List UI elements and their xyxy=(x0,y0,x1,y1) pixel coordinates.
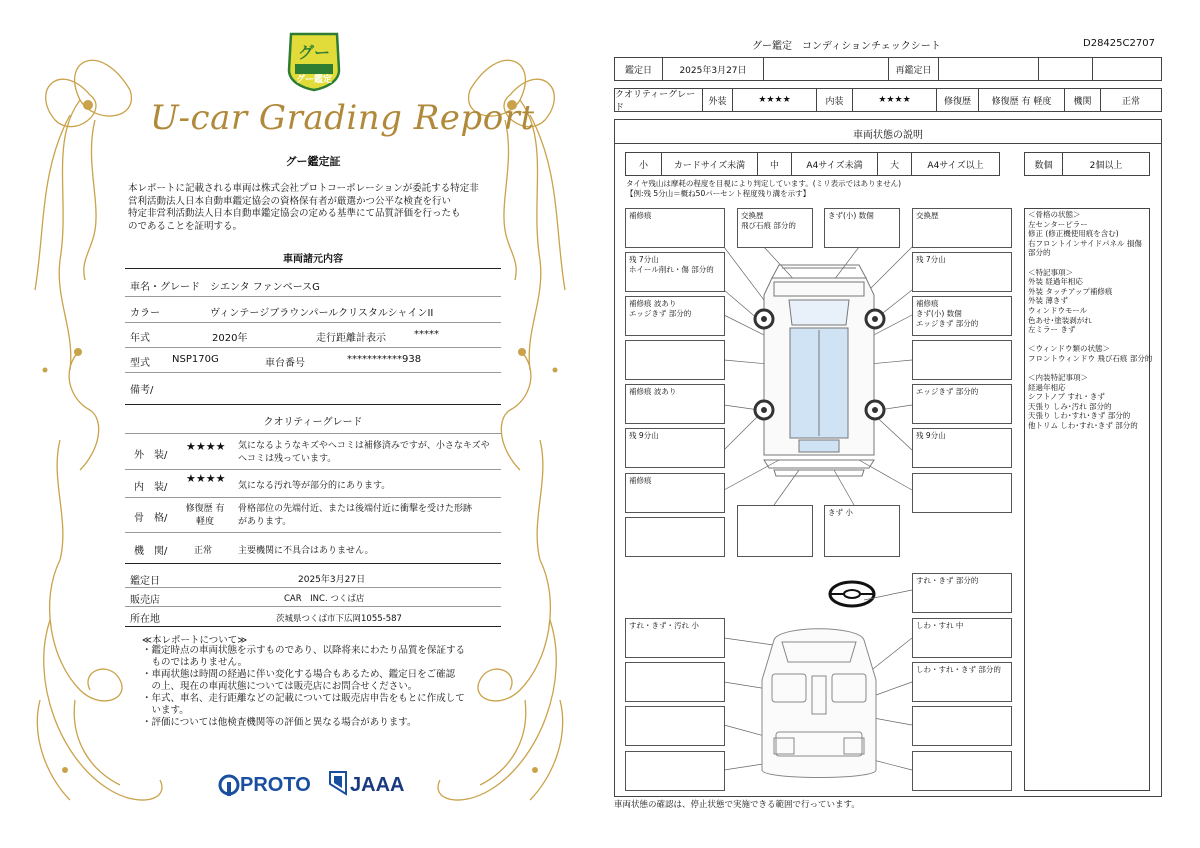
certificate-intro: 本レポートに記載される車両は株式会社プロトコーポレーションが委託する特定非 営利活動法人日本自動車鑑定協会の資格保有者が厳選かつ公平な検査を行い 特定非営利活動法人日本自動車鑑定協会の定める基準にて品質評価を行ったも のであることを証明する。 xyxy=(128,183,479,232)
quality-grade-label: クオリティーグレード xyxy=(615,89,703,111)
damage-box-right-1: 交換歴 xyxy=(912,208,1012,248)
frame-rating: 修復歴 有 軽度 xyxy=(185,504,225,527)
damage-box-left-5: 補修痕 波あり xyxy=(625,384,725,424)
exterior-label: 外 装/ xyxy=(134,450,168,461)
damage-box-top-1: 交換歴 飛び石痕 部分的 xyxy=(737,208,813,248)
damage-box-bottom-1 xyxy=(737,505,813,557)
damage-box-left-8 xyxy=(625,517,725,557)
damage-box-right-4 xyxy=(912,340,1012,380)
svg-text:グー: グー xyxy=(297,43,331,62)
address-label: 所在地 xyxy=(130,614,160,625)
interior-box-left-4 xyxy=(625,751,725,791)
mileage-value: ***** xyxy=(414,329,439,340)
exterior-desc: 気になるようなキズやヘコミは補修済みですが、小さなキズや ヘコミは残っています。 xyxy=(238,441,490,464)
notes-list: ・鑑定時点の車両状態を示すものであり、以降将来にわたり品質を保証する ものではありません。 ・車両状態は時間の経過に伴い変化する場合もあるため、鑑定日をご確認 の上、現在の車両状態については販売店にお問合せください。 ・年式、車名、走行距離などの記載については販売店申告をもとに作成して います。 ・評価については他検査機関等の評価と異なる場合があります。 xyxy=(142,645,466,728)
exterior-rating: ★★★★ xyxy=(186,440,226,453)
repair-value-r: 修復歴 有 軽度 xyxy=(979,89,1065,111)
interior-label-r: 内装 xyxy=(817,89,853,111)
frame-label: 骨 格/ xyxy=(134,513,168,524)
damage-box-left-3: 補修痕 波あり エッジきず 部分的 xyxy=(625,296,725,336)
logo-text: グー鑑定 xyxy=(295,75,332,85)
tire-note: タイヤ残山は摩耗の程度を目視により判定しています。(ミリ表示ではありません) 【例:残 5分山＝概ね50パーセント程度残り溝を示す】 xyxy=(626,179,902,198)
exterior-label-r: 外装 xyxy=(703,89,733,111)
model-value: NSP170G xyxy=(172,354,219,365)
report-title: U-car Grading Report xyxy=(150,98,535,138)
interior-box-right-1: すれ・きず 部分的 xyxy=(912,573,1012,613)
spec-section-title: 車両諸元内容 xyxy=(283,254,343,265)
sheet-title: グー鑑定 コンディションチェックシート xyxy=(752,41,941,52)
repair-label-r: 修復歴 xyxy=(937,89,979,111)
engine-desc: 主要機関に不具合はありません。 xyxy=(238,546,374,556)
engine-label: 機 関/ xyxy=(134,546,168,557)
interior-desc: 気になる汚れ等が部分的にあります。 xyxy=(238,481,391,491)
date-label: 鑑定日 xyxy=(615,58,663,80)
interior-box-right-3: しわ・すれ・きず 部分的 xyxy=(912,662,1012,702)
damage-box-right-3: 補修痕 きず(小) 数個 エッジきず 部分的 xyxy=(912,296,1012,336)
year-label: 年式 xyxy=(130,333,150,344)
interior-box-left-3 xyxy=(625,706,725,746)
year-value: 2020年 xyxy=(212,333,248,344)
appraisal-date-label: 鑑定日 xyxy=(130,576,160,587)
address-value: 茨城県つくば市下広岡1055-587 xyxy=(276,614,402,624)
reappraisal-label: 再鑑定日 xyxy=(889,58,939,80)
damage-box-right-6: 残 9分山 xyxy=(912,428,1012,468)
notes-title: ≪本レポートについて≫ xyxy=(142,635,248,646)
engine-rating: 正常 xyxy=(194,546,213,556)
damage-box-right-5: エッジきず 部分的 xyxy=(912,384,1012,424)
damage-box-left-4 xyxy=(625,340,725,380)
jaaa-logo-icon xyxy=(328,770,348,796)
dealer-value: CAR INC. つくば店 xyxy=(284,594,365,604)
remarks-label: 備考/ xyxy=(130,385,154,396)
count-legend: 数個 2個以上 xyxy=(1024,152,1150,176)
chassis-label: 車台番号 xyxy=(265,358,305,369)
exterior-rating-r: ★★★★ xyxy=(733,89,817,111)
interior-box-right-5 xyxy=(912,751,1012,791)
mileage-label: 走行距離計表示 xyxy=(316,333,386,344)
damage-box-left-1: 補修痕 xyxy=(625,208,725,248)
color-label: カラー xyxy=(130,308,160,319)
date-row xyxy=(614,57,1162,81)
document-id: D28425C2707 xyxy=(1083,38,1155,49)
interior-label: 内 装/ xyxy=(134,482,168,493)
grade-label: 車名・グレード xyxy=(130,282,200,293)
section-title: 車両状態の説明 xyxy=(853,130,923,141)
damage-box-left-2: 残 7分山 ホイール削れ・傷 部分的 xyxy=(625,252,725,292)
damage-box-left-6: 残 9分山 xyxy=(625,428,725,468)
interior-box-right-4 xyxy=(912,706,1012,746)
date-value: 2025年3月27日 xyxy=(663,58,764,80)
interior-rating-r: ★★★★ xyxy=(853,89,937,111)
frame-desc: 骨格部位の先端付近、または後端付近に衝撃を受けた形跡 があります。 xyxy=(238,504,473,527)
grade-value: シエンタ ファンベースG xyxy=(210,282,320,293)
model-label: 型式 xyxy=(130,358,150,369)
engine-value-r: 正常 xyxy=(1121,96,1140,107)
grade-row xyxy=(614,88,1162,112)
certificate-title: グー鑑定証 xyxy=(285,155,341,168)
size-legend: 小 カードサイズ未満 中 A4サイズ未満 大 A4サイズ以上 xyxy=(625,152,1000,176)
interior-box-left-1: すれ・きず・汚れ 小 xyxy=(625,618,725,658)
interior-box-left-2 xyxy=(625,662,725,702)
engine-label-r: 機関 xyxy=(1065,89,1101,111)
proto-logo-text: PROTO xyxy=(240,774,311,796)
proto-logo-icon xyxy=(218,774,240,796)
damage-box-right-2: 残 7分山 xyxy=(912,252,1012,292)
damage-box-right-7 xyxy=(912,473,1012,513)
footer-note: 車両状態の確認は、停止状態で実施できる範囲で行っています。 xyxy=(614,800,860,810)
quality-section-title: クオリティーグレード xyxy=(263,417,363,428)
side-notes: ＜骨格の状態＞ 左センターピラー 修正 (修正機使用痕を含む) 右フロントインサイドパネル 損傷 部分的 ＜特記事項＞ 外装 経過年相応 外装 タッチアップ補修痕 外装 薄きず ウィンドウモール 色あせ･塗装剥がれ 左ミラー きず ＜ウィンドウ類の状態＞ フロントウィンドウ 飛び石痕 部分的 ＜内装特記事項＞ 経過年相応 シフトノブ すれ・きず 天張り しみ･汚れ 部分的 天張り しわ･すれ･きず 部分的 他トリム しわ･すれ･きず 部分的 xyxy=(1028,210,1153,431)
jaaa-logo-text: JAAA xyxy=(350,774,405,796)
interior-rating: ★★★★ xyxy=(186,472,226,485)
damage-box-top-2: きず(小) 数個 xyxy=(824,208,900,248)
chassis-value: ***********938 xyxy=(347,354,422,365)
interior-box-right-2: しわ・すれ 中 xyxy=(912,618,1012,658)
damage-box-left-7: 補修痕 xyxy=(625,473,725,513)
dealer-label: 販売店 xyxy=(130,595,160,606)
appraisal-date-value: 2025年3月27日 xyxy=(298,575,366,585)
color-value: ヴィンテージブラウンパールクリスタルシャインII xyxy=(210,308,434,319)
damage-box-bottom-2: きず 小 xyxy=(824,505,900,557)
